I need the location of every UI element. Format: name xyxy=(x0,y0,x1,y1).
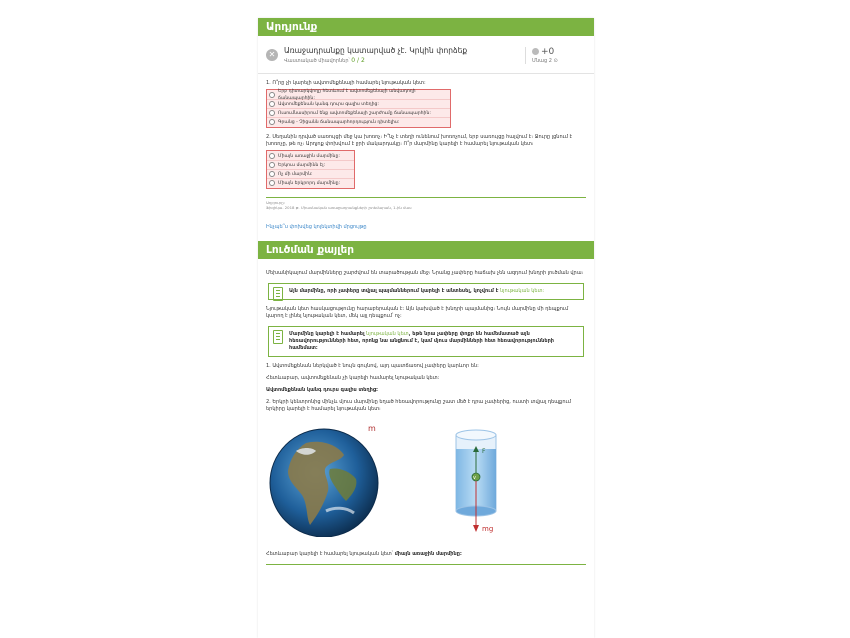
option-label: Միայն առաջին մարմինը: xyxy=(278,153,340,159)
question-1: 1. Ո՞րը չի կարելի ավտոմեքենայի համարել նյութական կետ: xyxy=(266,80,426,86)
intro-text: Մեխանիկայում մարմինները շարժվում են տարածության մեջ։ Նրանց չափերը հաճախ չեն ազդում խնդրի լուծման վրա։ xyxy=(266,270,584,276)
radio-button[interactable] xyxy=(269,153,275,159)
earth-image xyxy=(266,421,396,537)
volume-label: v xyxy=(473,475,476,481)
score-line xyxy=(284,57,525,64)
option[interactable] xyxy=(267,118,450,126)
points-value: +0 xyxy=(541,46,555,57)
paragraph: 2. Երկրի կենտրոնից մինչև մյուս մարմինը եղած հեռավորությունը շատ մեծ է դրա չափերից, ուստի տվյալ դեպքում երկիրը կարելի է համարել նյութական կետ։ xyxy=(266,399,571,412)
radio-button[interactable] xyxy=(269,180,275,186)
final-text: Հետևաբար կարելի է համարել նյութական կետ՝ xyxy=(266,551,393,557)
result-summary xyxy=(258,36,594,74)
option[interactable] xyxy=(267,179,354,187)
final-bold: միայն առաջին մարմինը: xyxy=(394,551,462,557)
info-icon[interactable]: ⊙ xyxy=(553,57,558,64)
score-value: 0 / 2 xyxy=(351,57,365,64)
option-label: Միայն երկրորդ մարմինը: xyxy=(278,180,341,186)
force-label: F xyxy=(482,448,486,455)
question-1-options xyxy=(266,89,451,128)
option-label: Երբ դիտարկվողը հետևում է ավտոմեքենայի անվադողի ճանապարհին: xyxy=(278,89,416,101)
gravity-label: mg xyxy=(482,525,494,533)
definition-callout xyxy=(268,283,584,300)
divider xyxy=(266,197,586,198)
results-header: Արդյունք xyxy=(258,18,594,36)
note-icon xyxy=(273,287,283,301)
callout-term: նյութական կետ xyxy=(366,331,409,337)
option-label: Ավտոմեքենան կանգ դուրս գալիս տեղից: xyxy=(278,101,379,107)
source-label: Աղբյուրը: xyxy=(266,200,285,205)
radio-button[interactable] xyxy=(269,119,275,125)
solution-area xyxy=(258,259,594,565)
option-label: Երկուս մարմինն էլ: xyxy=(278,162,326,168)
points-remaining: Մնաց 2 xyxy=(532,57,552,64)
source-text: Ֆիզիկա. 2018 թ. Միասնական առաջադրանքների շտեմարան, 1-ին մաս xyxy=(266,205,412,210)
radio-button[interactable] xyxy=(269,171,275,177)
paragraph: Ավտոմեքենան կանգ դուրս գալիս տեղից: xyxy=(266,387,379,393)
report-link[interactable]: Ինչպե՞ս փոխվեց կոլեկտիվի մրցույթը xyxy=(266,224,367,230)
result-title: Առաջադրանքը կատարված չէ. Կրկին փորձեք xyxy=(284,46,468,55)
rule-callout xyxy=(268,326,584,357)
final-answer xyxy=(266,551,586,558)
paragraph: 1. Ավտոմեքենան ներկված է նույն գույնով, այդ պատճառով չափերը կարևոր են: xyxy=(266,363,479,369)
callout-term: նյութական կետ: xyxy=(500,288,545,294)
radio-button[interactable] xyxy=(269,110,275,116)
content-panel xyxy=(258,18,594,638)
option[interactable] xyxy=(267,109,450,118)
solution-header: Լուծման քայլեր xyxy=(258,241,594,259)
callout-text-end: , եթե նրա չափերը փոքր են համեմատած այն հեռավորությունների հետ, որոնք նա անցնում է, կամ մյուս մարմինների հետ հեռավորությունների համեմատ։ xyxy=(289,331,555,351)
option-label: Ուսումնասիրում ենք ավտոմեքենայի շարժումը ճանապարհին: xyxy=(278,110,431,116)
figures xyxy=(266,421,586,539)
callout-text: Մարմինը կարելի է համարել xyxy=(289,331,365,337)
coin-icon xyxy=(532,48,539,55)
option[interactable] xyxy=(267,170,354,179)
option-label: Գրանց - Չիցանն ճանապարհորդություն դիտելիս: xyxy=(278,119,400,125)
radio-button[interactable] xyxy=(269,92,275,98)
paragraph: Հետևաբար, ավտոմեքենան չի կարելի համարել նյութական կետ: xyxy=(266,375,440,381)
option[interactable] xyxy=(267,152,354,161)
note-icon xyxy=(273,330,283,344)
callout-text: Այն մարմինը, որի չափերը տվյալ պայմաններում կարելի է անտեսել, կոչվում է xyxy=(289,288,499,294)
points-box xyxy=(525,47,586,64)
quiz-area xyxy=(258,74,594,231)
mass-label: m xyxy=(368,424,376,433)
question-2: 2. Սեղանին դրված սառույցի մեջ կա խոռոչ։ Ի՞նչ է տեղի ունենում խոռոչում, երբ սառույցը հալվում է։ Ջուրը լցնում է խոռոչը, թե ոչ։ Արդյոք փոխվում է ջրի մակարդակը։ Ո՞ր մարմինը կարելի է համարել նյութական կետ։ xyxy=(266,134,573,147)
option[interactable] xyxy=(267,91,450,100)
cylinder-diagram xyxy=(426,421,536,537)
option-label: Ոչ մի մարմին: xyxy=(278,171,313,177)
radio-button[interactable] xyxy=(269,101,275,107)
divider xyxy=(266,564,586,565)
question-2-options xyxy=(266,150,355,189)
radio-button[interactable] xyxy=(269,162,275,168)
close-icon: ✕ xyxy=(266,49,278,61)
paragraph: Նյութական կետ հասկացությունը հարաբերական է: Այն կախված է խնդրի պայմանից։ Նույն մարմինը մի դեպքում կարող է լինել նյութական կետ, մեկ այլ դեպքում՝ ոչ: xyxy=(266,306,569,319)
option[interactable] xyxy=(267,161,354,170)
score-label: Վաստակած միավորներ՝ xyxy=(284,58,350,64)
